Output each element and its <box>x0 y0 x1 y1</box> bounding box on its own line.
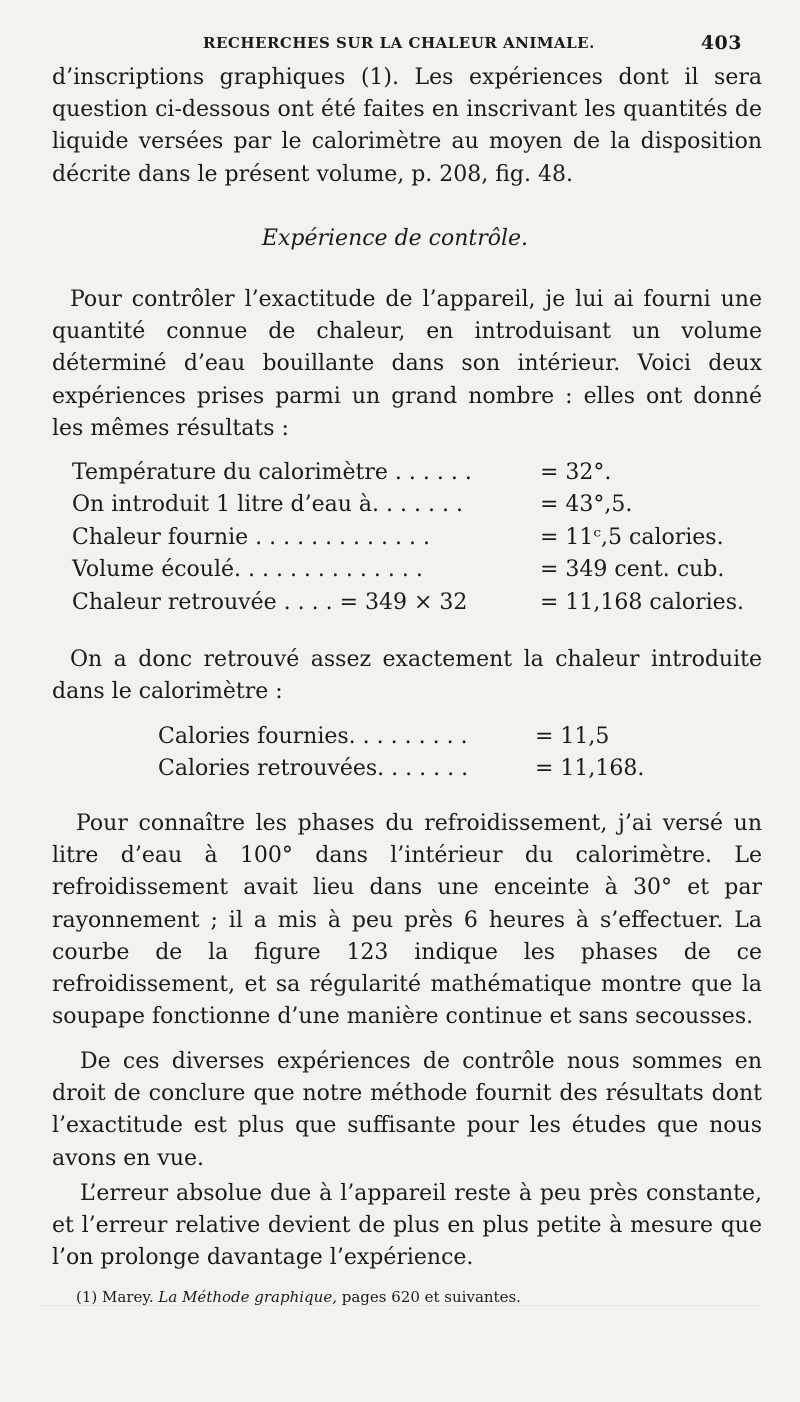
table-row <box>158 724 718 756</box>
row-label: Volume écoulé. . . . . . . . . . . . . . <box>72 557 423 583</box>
table-row <box>72 460 762 492</box>
table-row <box>158 756 718 788</box>
table-row <box>72 492 762 524</box>
results-table <box>72 460 762 622</box>
paragraph-1: d’inscriptions graphiques (1). Les expériences dont il sera question ci-dessous ont été faites en inscrivant les quantités de liquide versées par le calorimètre au moyen de la disposition décrite dans le présent volume, p. 208, fig. 48. <box>52 65 762 187</box>
paragraph-2: Pour contrôler l’exactitude de l’appareil, je lui ai fourni une quantité connue de chaleur, en introduisant un volume déterminé d’eau bouillante dans son intérieur. Voici deux expériences prises parmi un grand nombre : elles ont donné les mêmes résultats : <box>52 287 762 441</box>
comparison-table <box>158 724 718 789</box>
row-label: Température du calorimètre . . . . . . <box>72 460 472 485</box>
section-heading: Expérience de contrôle. <box>261 226 529 251</box>
row-label: Chaleur fournie . . . . . . . . . . . . . <box>72 524 430 550</box>
paragraph-4: Pour connaître les phases du refroidissement, j’ai versé un litre d’eau à 100° dans l’intérieur du calorimètre. Le refroidissement avait lieu dans une enceinte à 30° et par rayonnement ; il a mis à peu près 6 heures à s’effectuer. La courbe de la figure 123 indique les phases de ce refroidissement, et sa régularité mathématique montre que la soupape fonctionne d’une manière continue et sans secousses. <box>52 811 762 1030</box>
footnote <box>76 1288 521 1306</box>
table-row <box>72 557 762 589</box>
footnote-marker: (1) Marey. <box>76 1288 154 1306</box>
page-number: 403 <box>700 32 742 54</box>
row-value: = 11,168. <box>535 756 645 782</box>
row-label: Calories fournies. . . . . . . . . <box>158 724 468 749</box>
row-label: Calories retrouvées. . . . . . . <box>158 756 469 782</box>
table-row <box>72 525 762 557</box>
running-title: RECHERCHES SUR LA CHALEUR ANIMALE. <box>203 34 595 52</box>
page-header <box>40 30 750 56</box>
row-value: = 43°,5. <box>540 492 633 518</box>
row-value: = 349 cent. cub. <box>540 557 725 583</box>
row-value: = 11ᶜ,5 calories. <box>540 524 724 550</box>
row-label: On introduit 1 litre d’eau à. . . . . . . <box>72 492 463 518</box>
table-row <box>72 590 762 622</box>
row-value: = 11,5 <box>535 724 610 749</box>
bleed-through-shadow <box>40 1305 760 1366</box>
row-value: = 32°. <box>540 460 612 485</box>
paragraph-6: L’erreur absolue due à l’appareil reste à peu près constante, et l’erreur relative devient de plus en plus petite à mesure que l’on prolonge davantage l’expérience. <box>52 1181 762 1271</box>
row-label: Chaleur retrouvée . . . . = 349 × 32 <box>72 589 468 615</box>
footnote-book-title: La Méthode graphique, <box>158 1288 337 1306</box>
paragraph-3: On a donc retrouvé assez exactement la chaleur introduite dans le calorimètre : <box>52 647 762 705</box>
row-value: = 11,168 calories. <box>540 589 744 615</box>
paragraph-5: De ces diverses expériences de contrôle nous sommes en droit de conclure que notre méthode fournit des résultats dont l’exactitude est plus que suffisante pour les études que nous avons en vue. <box>52 1049 762 1171</box>
footnote-pages: pages 620 et suivantes. <box>341 1288 521 1306</box>
